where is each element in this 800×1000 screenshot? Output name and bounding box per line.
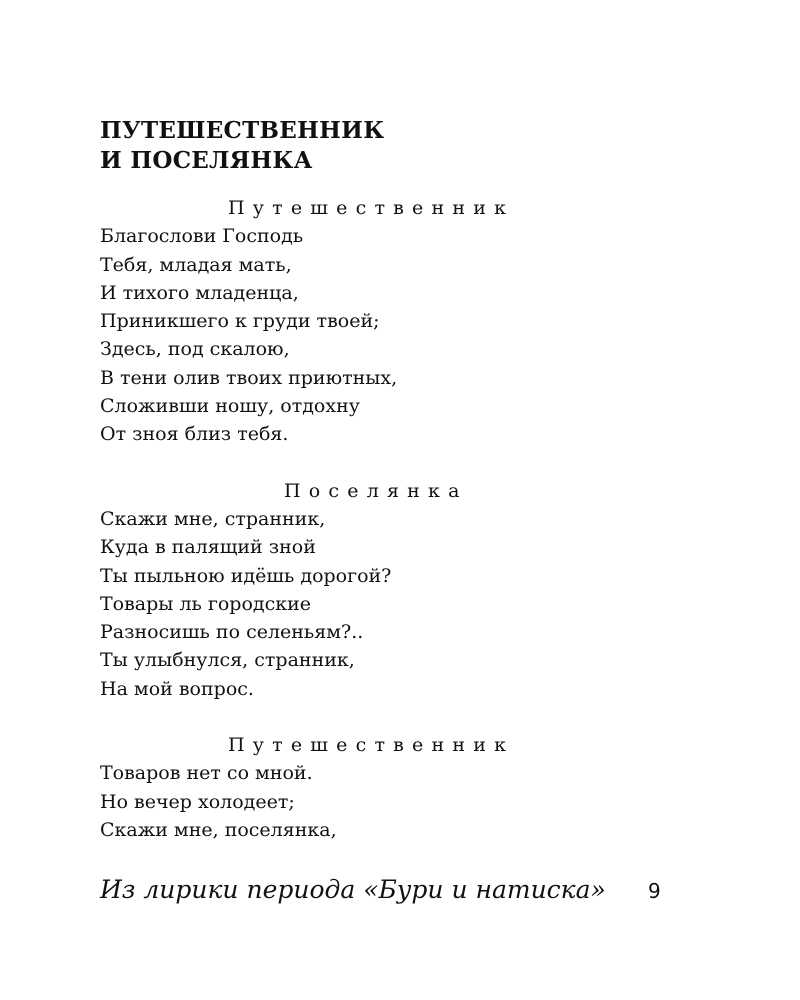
- page-title: [100, 116, 384, 176]
- stanza-lines: [100, 222, 700, 448]
- poem-line: И тихого младенца,: [100, 281, 299, 304]
- speaker-label: Поселянка: [284, 479, 468, 502]
- poem-line: Товары ль городские: [100, 592, 312, 615]
- poem-line: Товаров нет со мной.: [100, 762, 313, 785]
- title-line-1: ПУТЕШЕСТВЕННИК: [100, 117, 385, 144]
- poem-line: На мой вопрос.: [100, 677, 254, 700]
- poem-line: От зноя близ тебя.: [100, 423, 289, 446]
- poem-line: Ты пыльною идёшь дорогой?: [100, 564, 392, 587]
- poem-line: Ты улыбнулся, странник,: [100, 649, 355, 672]
- poem-line: Здесь, под скалою,: [100, 338, 290, 361]
- stanza-lines: [100, 759, 700, 844]
- stanza-lines: [100, 505, 700, 703]
- poem-line: Приникшего к груди твоей;: [100, 310, 380, 333]
- title-line-2: И ПОСЕЛЯНКА: [100, 147, 313, 174]
- running-footer-section-title: Из лирики периода «Бури и натиска»: [100, 875, 606, 904]
- poem-line: Скажи мне, поселянка,: [100, 818, 337, 841]
- page-number: 9: [648, 879, 661, 903]
- stanza-2: [100, 477, 700, 703]
- poem-line: Благослови Господь: [100, 225, 304, 248]
- poem-line: Разносишь по селеньям?..: [100, 621, 364, 644]
- speaker-label: Путешественник: [228, 734, 515, 757]
- poem-line: В тени олив твоих приютных,: [100, 366, 398, 389]
- speaker-label: Путешественник: [228, 197, 515, 219]
- poem-line: Тебя, младая мать,: [100, 253, 292, 276]
- poem-line: Куда в палящий зной: [100, 536, 316, 559]
- stanza-3: [100, 731, 700, 844]
- stanza-1: [100, 194, 700, 449]
- poem-line: Сложивши ношу, отдохну: [100, 395, 360, 418]
- poem-line: Скажи мне, странник,: [100, 507, 326, 530]
- poem-line: Но вечер холодеет;: [100, 790, 295, 813]
- poem-body: [100, 194, 700, 844]
